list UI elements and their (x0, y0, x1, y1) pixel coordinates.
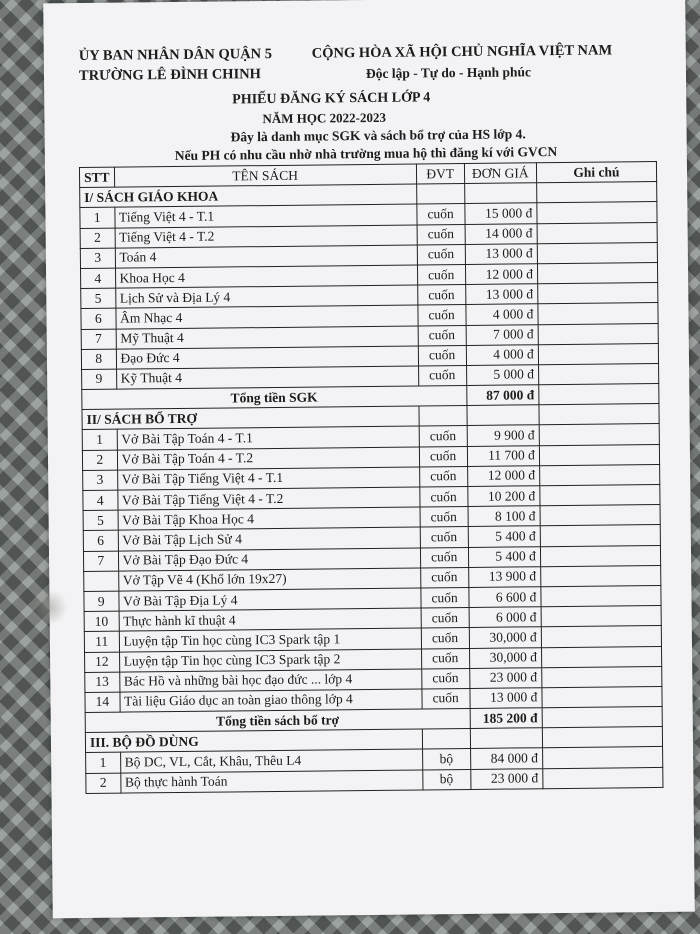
row-unit: bộ (422, 769, 470, 790)
empty-cell (536, 182, 656, 203)
row-stt: 1 (80, 208, 115, 229)
empty-cell (467, 405, 539, 426)
row-book-name: Tài liệu Giáo dục an toàn giao thông lớp 4 (119, 689, 421, 712)
row-unit: cuốn (417, 264, 465, 285)
row-price: 8 100 đ (468, 506, 540, 527)
note-line-1: Đây là danh mục SGK và sách bổ trợ của HS lớp 4. (230, 126, 526, 145)
row-price: 10 200 đ (467, 486, 539, 507)
row-unit: cuốn (422, 688, 470, 709)
header-name: TÊN SÁCH (114, 164, 416, 187)
row-stt: 2 (86, 773, 121, 794)
header-price: ĐƠN GIÁ (464, 163, 536, 184)
row-book-name: Lịch Sử và Địa Lý 4 (115, 285, 417, 308)
row-note (539, 384, 659, 405)
row-stt: 1 (86, 753, 121, 774)
row-stt: 12 (85, 652, 120, 673)
row-book-name: Vở Tập Vẽ 4 (Khổ lớn 19x27) (118, 568, 420, 591)
row-book-name: Bộ DC, VL, Cắt, Khâu, Thêu L4 (120, 749, 422, 772)
row-book-name: Luyện tập Tin học cùng IC3 Spark tập 1 (119, 628, 421, 651)
authority-name: ỦY BAN NHÂN DÂN QUẬN 5 (78, 45, 273, 65)
row-stt: 14 (85, 692, 120, 713)
row-price: 23 000 đ (470, 768, 542, 789)
row-note (538, 343, 658, 364)
row-note (537, 202, 657, 223)
row-stt: 13 (85, 672, 120, 693)
section-heading: I/ SÁCH GIÁO KHOA (80, 184, 417, 208)
row-price: 5 000 đ (466, 365, 538, 386)
row-stt: 4 (83, 490, 118, 511)
row-note (537, 242, 657, 263)
school-name: TRƯỜNG LÊ ĐÌNH CHINH (78, 66, 262, 85)
row-note (542, 747, 662, 768)
row-note (540, 484, 660, 505)
row-price: 23 000 đ (469, 667, 541, 688)
book-table (79, 161, 664, 794)
registration-sheet (43, 0, 695, 918)
row-book-name: Tiếng Việt 4 - T.1 (114, 204, 416, 227)
row-price: 5 400 đ (468, 526, 540, 547)
row-stt: 2 (82, 450, 117, 471)
row-book-name: Bác Hồ và những bài học đạo đức ... lớp 4 (119, 669, 421, 692)
row-price: 13 000 đ (465, 284, 537, 305)
row-stt: 2 (80, 228, 115, 249)
row-note (538, 323, 658, 344)
row-stt: 7 (81, 329, 116, 350)
row-unit: cuốn (419, 426, 467, 447)
empty-cell (539, 404, 659, 425)
row-stt: 11 (84, 631, 119, 652)
row-unit: cuốn (417, 285, 465, 306)
row-unit: cuốn (418, 305, 466, 326)
row-stt: 9 (84, 591, 119, 612)
document-title: PHIẾU ĐĂNG KÝ SÁCH LỚP 4 (232, 90, 431, 108)
total-label: Tổng tiền SGK (82, 386, 467, 410)
national-motto: Độc lập - Tự do - Hạnh phúc (365, 64, 532, 82)
row-stt: 10 (84, 611, 119, 632)
empty-cell (470, 728, 542, 749)
empty-cell (464, 183, 536, 204)
row-unit: cuốn (420, 567, 468, 588)
row-price: 9 900 đ (467, 425, 539, 446)
header-stt: STT (79, 167, 114, 188)
row-unit: cuốn (418, 365, 466, 386)
row-stt (84, 571, 119, 592)
row-unit: cuốn (420, 507, 468, 528)
row-unit: cuốn (420, 547, 468, 568)
note-line-2: Nếu PH có nhu cầu nhờ nhà trường mua hộ thì đăng kí với GVCN (174, 144, 558, 164)
row-stt: 4 (81, 268, 116, 289)
row-book-name: Vở Bài Tập Tiếng Việt 4 - T.2 (117, 487, 419, 510)
row-note (541, 585, 661, 606)
row-note (537, 222, 657, 243)
row-note (538, 283, 658, 304)
row-unit: cuốn (418, 345, 466, 366)
row-book-name: Vở Bài Tập Đạo Đức 4 (118, 548, 420, 571)
row-unit: cuốn (418, 325, 466, 346)
header-note: Ghi chú (536, 161, 656, 182)
row-stt: 6 (81, 308, 116, 329)
row-stt: 5 (81, 288, 116, 309)
row-note (541, 606, 661, 627)
row-stt: 3 (80, 248, 115, 269)
row-price: 7 000 đ (466, 324, 538, 345)
row-book-name: Vở Bài Tập Toán 4 - T.2 (117, 447, 419, 470)
row-book-name: Âm Nhạc 4 (115, 305, 417, 328)
row-book-name: Vở Bài Tập Khoa Học 4 (118, 507, 420, 530)
row-unit: cuốn (417, 204, 465, 225)
row-stt: 8 (81, 349, 116, 370)
row-unit: cuốn (419, 446, 467, 467)
row-unit: cuốn (417, 224, 465, 245)
row-price: 6 600 đ (468, 587, 540, 608)
row-price: 30,000 đ (469, 647, 541, 668)
row-note (541, 626, 661, 647)
row-price: 4 000 đ (466, 344, 538, 365)
row-unit: cuốn (420, 486, 468, 507)
row-price: 30,000 đ (469, 627, 541, 648)
row-price: 5 400 đ (468, 546, 540, 567)
header-unit: ĐVT (416, 163, 464, 184)
total-label: Tổng tiền sách bổ trợ (85, 709, 470, 733)
row-stt: 7 (83, 551, 118, 572)
row-unit: cuốn (421, 608, 469, 629)
row-note (540, 545, 660, 566)
row-note (542, 666, 662, 687)
row-unit: cuốn (421, 587, 469, 608)
row-price: 4 000 đ (465, 304, 537, 325)
row-book-name: Kỹ Thuật 4 (116, 366, 418, 389)
row-book-name: Tiếng Việt 4 - T.2 (115, 225, 417, 248)
row-stt: 1 (82, 430, 117, 451)
row-stt: 5 (83, 510, 118, 531)
row-unit: cuốn (421, 668, 469, 689)
row-book-name: Vở Bài Tập Lịch Sử 4 (118, 527, 420, 550)
row-price: 13 000 đ (465, 243, 537, 264)
row-stt: 3 (83, 470, 118, 491)
row-note (538, 303, 658, 324)
row-price: 11 700 đ (467, 445, 539, 466)
row-unit: cuốn (421, 628, 469, 649)
row-book-name: Bộ thực hành Toán (120, 770, 422, 793)
row-note (540, 525, 660, 546)
empty-cell (419, 406, 467, 427)
row-price: 14 000 đ (465, 223, 537, 244)
row-note (539, 444, 659, 465)
row-price: 12 000 đ (465, 264, 537, 285)
row-book-name: Thực hành kĩ thuật 4 (119, 608, 421, 631)
row-price: 12 000 đ (467, 466, 539, 487)
row-book-name: Toán 4 (115, 245, 417, 268)
row-book-name: Vở Bài Tập Tiếng Việt 4 - T.1 (117, 467, 419, 490)
row-unit: cuốn (420, 527, 468, 548)
section-heading: II/ SÁCH BỔ TRỢ (82, 406, 419, 430)
row-note (541, 646, 661, 667)
section-heading: III. BỘ ĐỒ DÙNG (85, 729, 422, 753)
row-stt: 9 (82, 369, 117, 390)
row-book-name: Đạo Đức 4 (116, 346, 418, 369)
row-stt: 6 (83, 531, 118, 552)
row-book-name: Mỹ Thuật 4 (116, 325, 418, 348)
row-price: 84 000 đ (470, 748, 542, 769)
row-note (543, 767, 663, 788)
row-book-name: Luyện tập Tin học cùng IC3 Spark tập 2 (119, 648, 421, 671)
empty-cell (416, 184, 464, 205)
row-note (539, 424, 659, 445)
total-value: 185 200 đ (470, 708, 542, 729)
row-unit: cuốn (421, 648, 469, 669)
row-unit: cuốn (419, 466, 467, 487)
row-note (538, 363, 658, 384)
row-price: 13 000 đ (469, 688, 541, 709)
paper-stain (29, 591, 69, 623)
row-book-name: Vở Bài Tập Toán 4 - T.1 (117, 426, 419, 449)
row-note (540, 505, 660, 526)
nation-name: CỘNG HÒA XÃ HỘI CHỦ NGHĨA VIỆT NAM (311, 42, 613, 62)
empty-cell (422, 729, 470, 750)
row-note (542, 707, 662, 728)
row-unit: bộ (422, 749, 470, 770)
row-note (540, 565, 660, 586)
row-note (537, 262, 657, 283)
total-value: 87 000 đ (466, 385, 538, 406)
row-price: 13 900 đ (468, 566, 540, 587)
row-price: 15 000 đ (464, 203, 536, 224)
row-book-name: Khoa Học 4 (115, 265, 417, 288)
empty-cell (542, 727, 662, 748)
row-book-name: Vở Bài Tập Địa Lý 4 (118, 588, 420, 611)
row-note (542, 686, 662, 707)
row-price: 6 000 đ (469, 607, 541, 628)
school-year: NĂM HỌC 2022-2023 (262, 109, 387, 127)
row-unit: cuốn (417, 244, 465, 265)
row-note (539, 464, 659, 485)
